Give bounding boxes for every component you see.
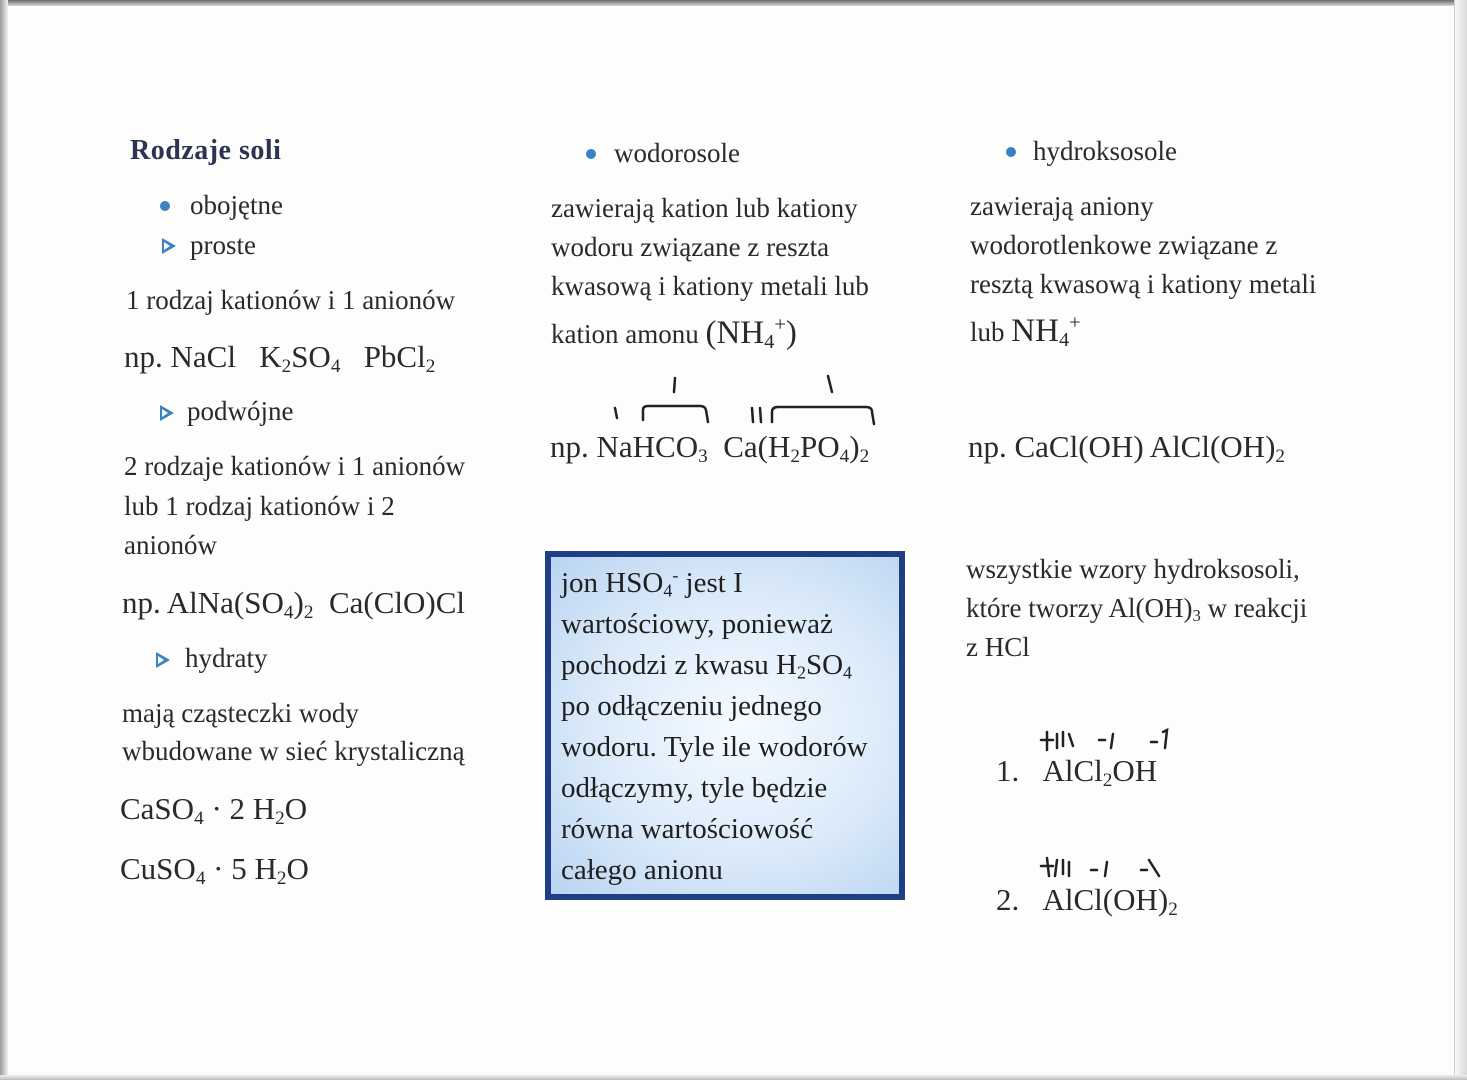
photo-edge-bottom bbox=[0, 1075, 1467, 1080]
hydrates-description-2: wbudowane w sieć krystaliczną bbox=[122, 736, 465, 766]
hydroxy-salts-description-3: resztą kwasową i kationy metali bbox=[970, 269, 1317, 299]
hydrogen-salts-description-1: zawierają kation lub kationy bbox=[551, 193, 858, 223]
hydrogen-salts-description-2: wodoru związane z reszta bbox=[551, 232, 830, 262]
hydrate-example-2: CuSO$_4$ · 5 $H_2O$ bbox=[120, 851, 309, 889]
photo-edge-top bbox=[0, 0, 1467, 6]
handwritten-oxidation-states-2 bbox=[1035, 850, 1195, 884]
example-prefix: np. bbox=[550, 429, 589, 464]
hydroxy-salts-description-4: lub $NH_4^+$ bbox=[970, 311, 1081, 352]
handwritten-valence-marks bbox=[600, 370, 900, 430]
example-prefix: np. bbox=[968, 429, 1007, 464]
arrow-bullet-icon bbox=[162, 238, 176, 254]
list-number: 1. bbox=[996, 753, 1020, 788]
callout-text: jest I bbox=[685, 567, 743, 599]
task-line-2: które tworzy $Al(OH)_3$ w reakcji bbox=[966, 593, 1308, 626]
callout-line-8: całego anionu bbox=[561, 854, 723, 886]
callout-line-1: jon $HSO_4^-$ jest I bbox=[561, 565, 743, 601]
double-description-1: 2 rodzaje kationów i 1 anionów bbox=[124, 451, 466, 481]
handwritten-oxidation-states-1 bbox=[1035, 722, 1195, 756]
bullet-icon bbox=[160, 201, 170, 211]
list-number: 2. bbox=[996, 882, 1020, 917]
hydrogen-salts-example: np. NaHCO$_3$ $Ca(H_2PO_4)_2$ bbox=[550, 429, 870, 467]
callout-line-7: równa wartościowość bbox=[561, 813, 814, 845]
callout-line-3: pochodzi z kwasu $H_2SO_4$ bbox=[561, 649, 853, 683]
task-text: w reakcji bbox=[1207, 593, 1308, 623]
answer-2: 2. $AlCl(OH)_2$ bbox=[996, 882, 1178, 920]
type-hydrogen-salts: wodorosole bbox=[614, 138, 740, 168]
photo-edge-right bbox=[1454, 0, 1467, 1080]
info-callout-box bbox=[545, 551, 905, 900]
ammonium-cation-label: kation amonu bbox=[551, 319, 699, 349]
hydroxy-salts-description-1: zawierają aniony bbox=[970, 191, 1154, 221]
type-neutral: obojętne bbox=[190, 190, 283, 220]
callout-text: pochodzi z kwasu bbox=[561, 649, 769, 681]
type-hydroxy-salts: hydroksosole bbox=[1033, 136, 1177, 166]
hydrate-example-1: CaSO$_4$ · 2 $H_2O$ bbox=[120, 791, 308, 829]
subtype-double: podwójne bbox=[187, 396, 294, 426]
example-prefix: np. NaCl bbox=[124, 339, 236, 374]
double-description-3: anionów bbox=[124, 530, 217, 560]
arrow-bullet-icon bbox=[160, 405, 174, 421]
hydrogen-salts-description-4: kation amonu $(NH_4^+)$ bbox=[551, 313, 797, 354]
simple-description: 1 rodzaj kationów i 1 anionów bbox=[126, 285, 456, 315]
callout-line-2: wartościowy, ponieważ bbox=[561, 608, 833, 640]
or-label: lub bbox=[970, 317, 1005, 347]
hydrogen-salts-description-3: kwasową i kationy metali lub bbox=[551, 271, 869, 301]
task-text: które tworzy bbox=[966, 593, 1104, 623]
callout-line-5: wodoru. Tyle ile wodorów bbox=[561, 731, 868, 763]
hydrates-description-1: mają cząsteczki wody bbox=[122, 698, 359, 728]
bullet-icon bbox=[586, 149, 596, 159]
hydroxy-salts-example: np. CaCl(OH) $AlCl(OH)_2$ bbox=[968, 429, 1286, 467]
subtype-hydrates: hydraty bbox=[185, 643, 268, 673]
arrow-bullet-icon bbox=[156, 652, 170, 668]
callout-line-6: odłączymy, tyle będzie bbox=[561, 772, 828, 804]
callout-line-4: po odłączeniu jednego bbox=[561, 690, 822, 722]
double-example: np. $AlNa(SO_4)_2$ Ca(ClO)Cl bbox=[122, 585, 465, 623]
task-line-1: wszystkie wzory hydroksosoli, bbox=[966, 554, 1300, 584]
task-line-3: z HCl bbox=[966, 632, 1030, 662]
double-description-2: lub 1 rodzaj kationów i 2 bbox=[124, 491, 395, 521]
bullet-icon bbox=[1006, 147, 1016, 157]
hydroxy-salts-description-2: wodorotlenkowe związane z bbox=[970, 230, 1278, 260]
page-title: Rodzaje soli bbox=[130, 135, 282, 166]
subtype-simple: proste bbox=[190, 230, 256, 260]
photo-edge-left bbox=[0, 0, 8, 1080]
simple-example: np. NaCl $K_2SO_4$ PbCl$_2$ bbox=[124, 339, 436, 377]
answer-1: 1. AlCl$_2$OH bbox=[996, 753, 1158, 791]
